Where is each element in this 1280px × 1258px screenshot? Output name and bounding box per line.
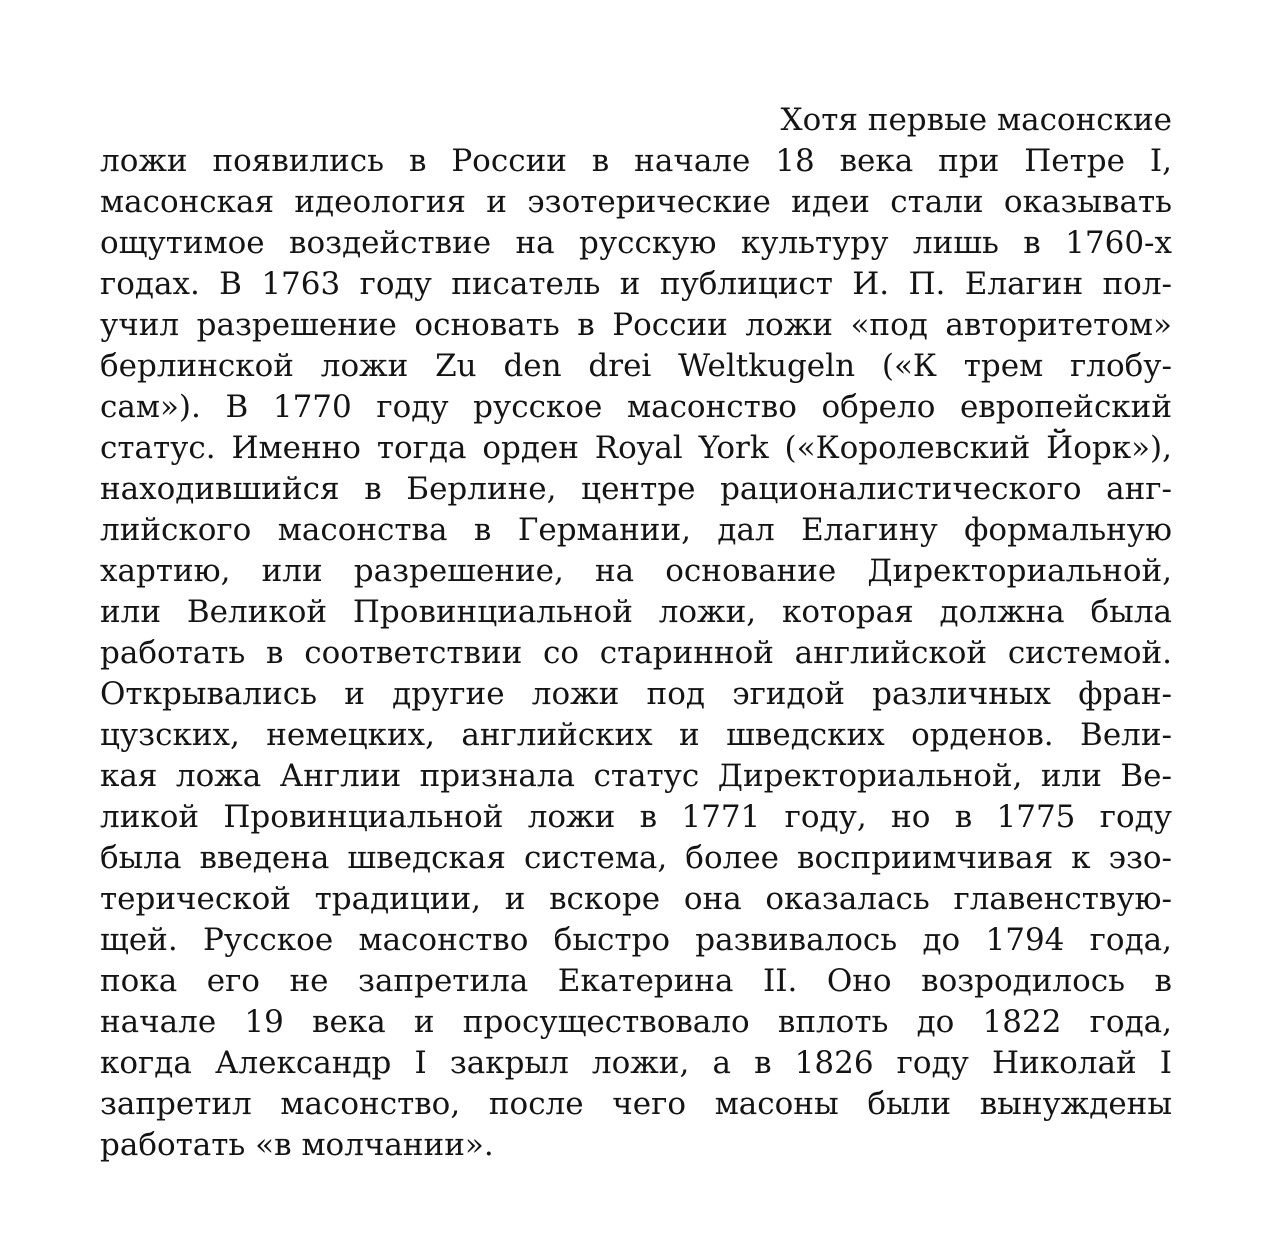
paragraph-line: берлинской ложи Zu den drei Weltkugeln («К трем глобу- bbox=[100, 348, 1172, 384]
paragraph-line: щей. Русское масонство быстро развивалось до 1794 года, bbox=[100, 922, 1172, 958]
paragraph-line: Хотя первые масонские bbox=[780, 102, 1172, 138]
paragraph-line: работать «в молчании». bbox=[100, 1127, 494, 1163]
paragraph-line: работать в соответствии со старинной английской системой. bbox=[100, 635, 1172, 671]
paragraph-line: ощутимое воздействие на русскую культуру лишь в 1760-х bbox=[100, 225, 1172, 261]
paragraph-line: или Великой Провинциальной ложи, которая должна была bbox=[100, 594, 1172, 630]
paragraph-line: ликой Провинциальной ложи в 1771 году, но в 1775 году bbox=[100, 799, 1172, 835]
paragraph-line: Открывались и другие ложи под эгидой различных фран- bbox=[100, 676, 1172, 712]
paragraph-line: находившийся в Берлине, центре рационалистического анг- bbox=[100, 471, 1172, 507]
paragraph-line: хартию, или разрешение, на основание Директориальной, bbox=[100, 553, 1172, 589]
paragraph-line: лийского масонства в Германии, дал Елагину формальную bbox=[100, 512, 1172, 548]
paragraph-line: пока его не запретила Екатерина II. Оно возродилось в bbox=[100, 963, 1172, 999]
paragraph-line: учил разрешение основать в России ложи «под авторитетом» bbox=[100, 307, 1172, 343]
paragraph-line: терической традиции, и вскоре она оказалась главенствую- bbox=[100, 881, 1172, 917]
paragraph-line: масонская идеология и эзотерические идеи стали оказывать bbox=[100, 184, 1172, 220]
paragraph-line: начале 19 века и просуществовало вплоть до 1822 года, bbox=[100, 1004, 1172, 1040]
paragraph-line: сам»). В 1770 году русское масонство обрело европейский bbox=[100, 389, 1172, 425]
paragraph-line: когда Александр I закрыл ложи, а в 1826 году Николай I bbox=[100, 1045, 1172, 1081]
body-paragraph bbox=[100, 100, 1172, 1166]
paragraph-line: кая ложа Англии признала статус Директориальной, или Ве- bbox=[100, 758, 1172, 794]
paragraph-line: годах. В 1763 году писатель и публицист И. П. Елагин пол- bbox=[100, 266, 1172, 302]
paragraph-line: статус. Именно тогда орден Royal York («Королевский Йорк»), bbox=[100, 430, 1172, 466]
paragraph-line: была введена шведская система, более восприимчивая к эзо- bbox=[100, 840, 1172, 876]
paragraph-line: ложи появились в России в начале 18 века при Петре I, bbox=[100, 143, 1172, 179]
paragraph-line: цузских, немецких, английских и шведских орденов. Вели- bbox=[100, 717, 1172, 753]
paragraph-line: запретил масонство, после чего масоны были вынуждены bbox=[100, 1086, 1172, 1122]
